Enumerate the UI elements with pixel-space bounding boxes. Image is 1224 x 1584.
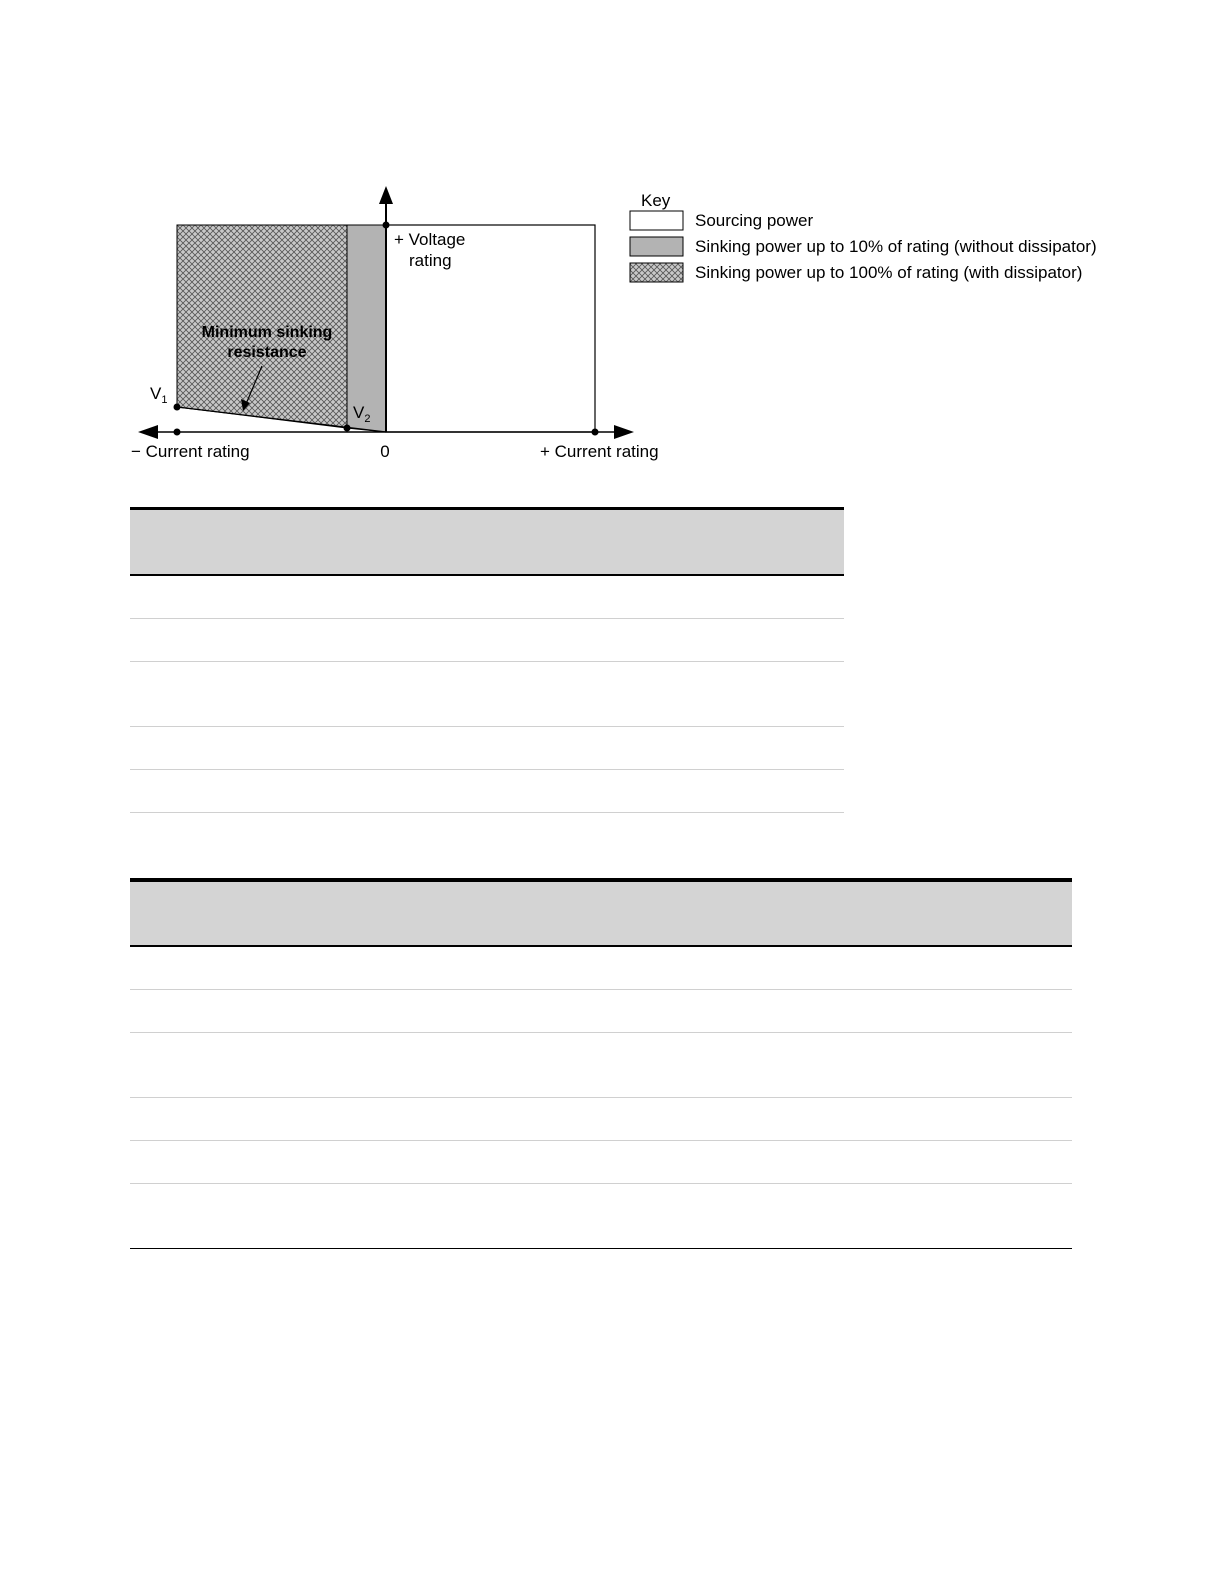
table-row — [130, 727, 844, 770]
v2-point — [344, 425, 351, 432]
v2-label: $V_2$ — [353, 403, 371, 425]
key-swatch-sourcing — [630, 211, 683, 230]
y-axis-up-arrow-icon — [379, 186, 393, 204]
key-swatch-sinking-100 — [630, 263, 683, 282]
voltage-rating-label-2: rating — [409, 251, 452, 270]
power-quadrant-diagram — [0, 0, 1224, 480]
key-swatch-sinking-10 — [630, 237, 683, 256]
table-row — [130, 1033, 1072, 1098]
min-resistance-label-1: Minimum sinking — [201, 324, 333, 341]
voltage-rating-point — [383, 222, 390, 229]
table-row — [130, 813, 844, 878]
v1-point — [174, 404, 181, 411]
x-axis-right-arrow-icon — [614, 425, 634, 439]
x-axis-left-arrow-icon — [138, 425, 158, 439]
pos-current-rating-label: + Current rating — [540, 442, 659, 461]
table-2-header — [130, 878, 1072, 947]
key-label-sinking-100: Sinking power up to 100% of rating (with dissipator) — [695, 263, 1083, 282]
table-row — [130, 1141, 1072, 1184]
pos-current-point — [592, 429, 599, 436]
table-row — [130, 1184, 1072, 1249]
key-title: Key — [641, 191, 671, 210]
neg-current-point — [174, 429, 181, 436]
table-row — [130, 576, 844, 619]
table-row — [130, 1098, 1072, 1141]
table-2 — [130, 878, 1072, 1249]
key-label-sourcing: Sourcing power — [695, 211, 814, 230]
voltage-rating-label-1: + Voltage — [394, 230, 466, 249]
key-legend — [630, 191, 1097, 282]
table-row — [130, 662, 844, 727]
neg-current-rating-label: − Current rating — [131, 442, 250, 461]
table-row — [130, 990, 1072, 1033]
table-1 — [130, 507, 844, 878]
key-label-sinking-10: Sinking power up to 10% of rating (without dissipator) — [695, 237, 1097, 256]
origin-label: 0 — [380, 442, 390, 461]
v1-label: $V_1$ — [150, 384, 168, 406]
table-row — [130, 947, 1072, 990]
table-row — [130, 619, 844, 662]
min-resistance-label-2: resistance — [227, 344, 307, 361]
table-row — [130, 770, 844, 813]
table-1-header — [130, 507, 844, 576]
sinking-10-region — [347, 225, 386, 432]
